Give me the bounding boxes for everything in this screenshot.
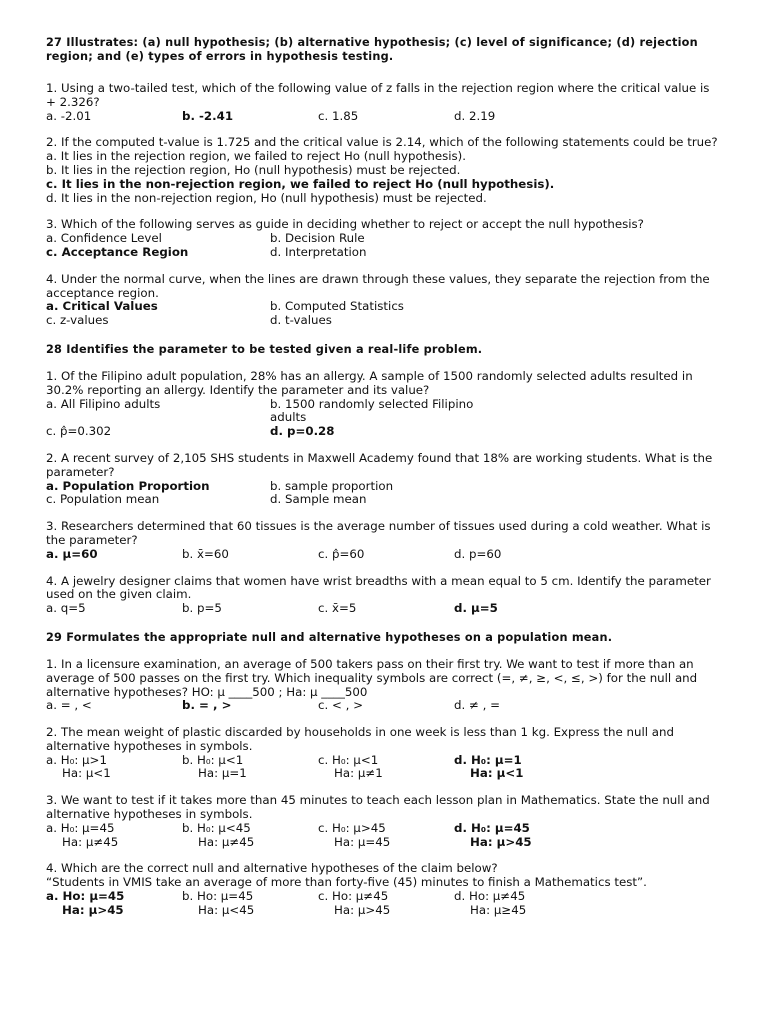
option: d. p=0.28: [270, 424, 335, 439]
option-alt: Ha: μ=45: [334, 834, 391, 849]
options: [46, 890, 722, 918]
section-heading: 28 Identifies the parameter to be tested given a real-life problem.: [46, 342, 483, 356]
option: c. It lies in the non-rejection region, we failed to reject Ho (null hypothesis).: [46, 176, 555, 191]
options: [46, 699, 722, 713]
option-alt: Ha: μ<1: [470, 766, 524, 781]
option: a. It lies in the rejection region, we failed to reject Ho (null hypothesis).: [46, 149, 467, 164]
option: a. Population Proportion: [46, 478, 210, 493]
question-stem: 1. Of the Filipino adult population, 28% has an allergy. A sample of 1500 randomly selected adults resulted in 30.2% reporting an allergy. Identify the parameter and its value?: [46, 368, 693, 397]
option: a. = , <: [46, 698, 92, 713]
options: [46, 548, 722, 562]
option: c. p̂=0.302: [46, 424, 112, 439]
option-alt: Ha: μ≠1: [334, 766, 383, 781]
options: [46, 232, 722, 260]
option: d. ≠ , =: [454, 698, 501, 713]
option-alt: Ha: μ>45: [62, 902, 124, 917]
option: b. -2.41: [182, 108, 234, 123]
question-stem: 4. Which are the correct null and alternative hypotheses of the claim below?: [46, 861, 498, 876]
question-stem: 4. Under the normal curve, when the lines are drawn through these values, they separate the rejection from the acceptance region.: [46, 271, 710, 300]
options: [46, 110, 722, 124]
options: [46, 300, 722, 328]
option-alt: Ha: μ>45: [334, 902, 391, 917]
option: b. H₀: μ<45: [182, 820, 251, 835]
option: d. It lies in the non-rejection region, Ho (null hypothesis) must be rejected.: [46, 190, 487, 205]
option: c. 1.85: [318, 108, 359, 123]
options: [46, 480, 722, 508]
question: [46, 862, 722, 917]
option: c. Ho: μ≠45: [318, 889, 389, 904]
question: [46, 726, 722, 781]
option: d. 2.19: [454, 108, 496, 123]
question: [46, 370, 722, 439]
section-heading: 29 Formulates the appropriate null and alternative hypotheses on a population mean.: [46, 630, 613, 644]
option-alt: Ha: μ<1: [62, 766, 111, 781]
question: [46, 82, 722, 123]
option: c. z-values: [46, 313, 109, 328]
document: [46, 36, 722, 918]
question-stem: 1. Using a two-tailed test, which of the following value of z falls in the rejection region where the critical value is + 2.326?: [46, 81, 710, 109]
option: d. Sample mean: [270, 492, 367, 507]
option: b. H₀: μ<1: [182, 752, 244, 767]
question-stem: 3. We want to test if it takes more than 45 minutes to teach each lesson plan in Mathematics. State the null and alternative hypotheses in symbols.: [46, 793, 710, 822]
option: c. H₀: μ>45: [318, 820, 386, 835]
question: [46, 658, 722, 713]
options: [46, 754, 722, 782]
option: b. x̄=60: [182, 546, 229, 561]
option: a. Ho: μ=45: [46, 889, 125, 904]
option: d. H₀: μ=45: [454, 820, 530, 835]
question: [46, 520, 722, 561]
question-stem: 3. Which of the following serves as guide in deciding whether to reject or accept the null hypothesis?: [46, 217, 644, 232]
option-alt: Ha: μ<45: [198, 902, 255, 917]
option: c. x̄=5: [318, 601, 357, 616]
option: c. < , >: [318, 698, 364, 713]
claim-quote: “Students in VMIS take an average of more than forty-five (45) minutes to finish a Mathematics test”.: [46, 875, 647, 890]
question: [46, 452, 722, 507]
option: a. μ=60: [46, 546, 98, 561]
option: b. Computed Statistics: [270, 299, 404, 314]
question: [46, 273, 722, 328]
option: c. Population mean: [46, 492, 160, 507]
question: [46, 136, 722, 205]
option: d. Ho: μ≠45: [454, 889, 526, 904]
question-stem: 2. A recent survey of 2,105 SHS students in Maxwell Academy found that 18% are working students. What is the parameter?: [46, 450, 713, 479]
question: [46, 575, 722, 616]
option: b. It lies in the rejection region, Ho (null hypothesis) must be rejected.: [46, 162, 461, 177]
option-alt: Ha: μ≠45: [198, 834, 255, 849]
option-alt: Ha: μ>45: [470, 834, 532, 849]
options: [46, 602, 722, 616]
options: [46, 150, 722, 205]
option: a. H₀: μ>1: [46, 752, 107, 767]
option: d. p=60: [454, 546, 502, 561]
option: a. Critical Values: [46, 299, 158, 314]
question: [46, 218, 722, 259]
option-alt: Ha: μ≥45: [470, 902, 527, 917]
options: [46, 398, 722, 439]
options: [46, 822, 722, 850]
question-stem: 4. A jewelry designer claims that women have wrist breadths with a mean equal to 5 cm. Identify the parameter used on the given claim.: [46, 573, 711, 602]
option: b. p=5: [182, 601, 222, 616]
question-stem: 2. If the computed t-value is 1.725 and the critical value is 2.14, which of the following statements could be true?: [46, 135, 718, 150]
option: c. H₀: μ<1: [318, 752, 379, 767]
option: d. Interpretation: [270, 244, 367, 259]
option: b. 1500 randomly selected Filipino adults: [270, 396, 474, 425]
option: b. = , >: [182, 698, 232, 713]
option: d. H₀: μ=1: [454, 752, 522, 767]
question-stem: 2. The mean weight of plastic discarded by households in one week is less than 1 kg. Express the null and alternative hypotheses in symbols.: [46, 725, 674, 753]
question-stem: 3. Researchers determined that 60 tissues is the average number of tissues used during a cold weather. What is the parameter?: [46, 519, 711, 547]
option: c. Acceptance Region: [46, 244, 189, 259]
option: a. -2.01: [46, 108, 92, 123]
question: [46, 794, 722, 849]
option: d. t-values: [270, 313, 332, 328]
option: a. Confidence Level: [46, 231, 162, 246]
question-stem: 1. In a licensure examination, an average of 500 takers pass on their first try. We want to test if more than an average of 500 passes on the first try. Which inequality symbols are correct (=, ≠, ≥, <, ≤, >) for the null and alternative hypotheses? HO: μ ____500 ; Ha: μ ____500: [46, 656, 698, 699]
option: a. All Filipino adults: [46, 396, 161, 411]
option: c. p̂=60: [318, 546, 365, 561]
option: b. Decision Rule: [270, 231, 365, 246]
option: d. μ=5: [454, 601, 498, 616]
option: a. H₀: μ=45: [46, 820, 115, 835]
option: a. q=5: [46, 601, 86, 616]
option-alt: Ha: μ=1: [198, 766, 247, 781]
option: b. sample proportion: [270, 478, 394, 493]
option: b. Ho: μ=45: [182, 889, 254, 904]
option-alt: Ha: μ≠45: [62, 834, 119, 849]
section-heading: 27 Illustrates: (a) null hypothesis; (b) alternative hypothesis; (c) level of significance; (d) rejection region; and (e) types of errors in hypothesis testing.: [46, 36, 698, 63]
